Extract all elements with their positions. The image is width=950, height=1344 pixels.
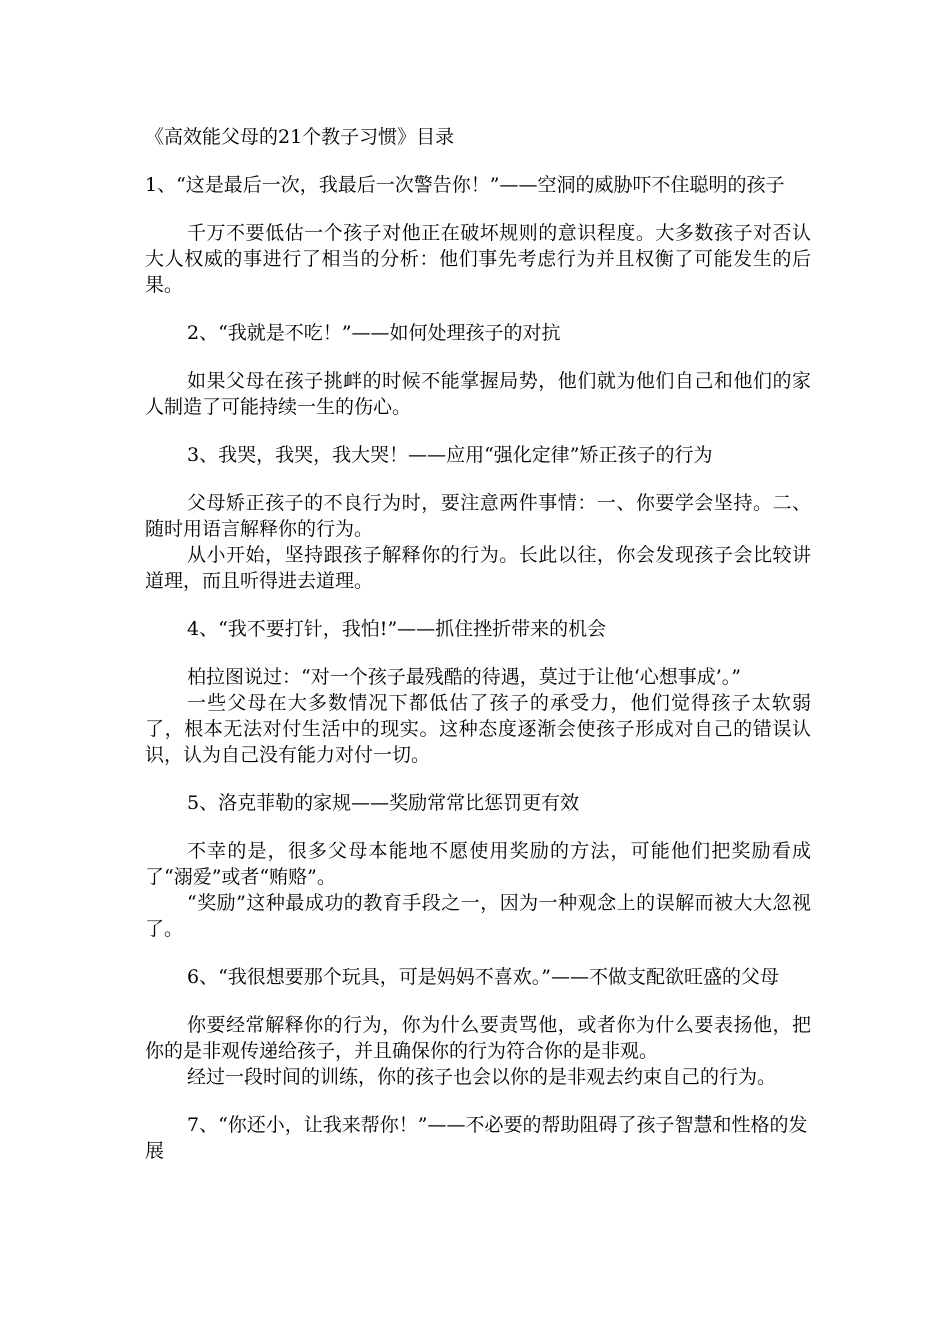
section-4-paragraph-2: 一些父母在大多数情况下都低估了孩子的承受力，他们觉得孩子太软弱了，根本无法对付生活中的现实。这种态度逐渐会使孩子形成对自己的错误认识，认为自己没有能力对付一切。 xyxy=(145,692,811,766)
document-page xyxy=(145,124,811,1186)
section-heading-5: 5、洛克菲勒的家规——奖励常常比惩罚更有效 xyxy=(187,792,580,814)
section-body-3 xyxy=(145,490,811,594)
section-heading-7: 7、“你还小，让我来帮你！”——不必要的帮助阻碍了孩子智慧和性格的发展 xyxy=(145,1114,808,1162)
section-heading-4: 4、“我不要打针，我怕!”——抓住挫折带来的机会 xyxy=(187,618,607,640)
section-heading-2: 2、“我就是不吃！”——如何处理孩子的对抗 xyxy=(187,322,561,344)
section-heading-3: 3、我哭，我哭，我大哭！——应用“强化定律”矫正孩子的行为 xyxy=(187,444,713,466)
section-5-paragraph-2: “奖励”这种最成功的教育手段之一，因为一种观念上的误解而被大大忽视了。 xyxy=(145,892,811,940)
section-body-5 xyxy=(145,838,811,942)
section-heading-6: 6、“我很想要那个玩具，可是妈妈不喜欢。”——不做支配欲旺盛的父母 xyxy=(187,966,780,988)
section-3-paragraph-2: 从小开始，坚持跟孩子解释你的行为。长此以往，你会发现孩子会比较讲道理，而且听得进去道理。 xyxy=(145,544,811,592)
section-3-paragraph-1: 父母矫正孩子的不良行为时，要注意两件事情：一、你要学会坚持。二、随时用语言解释你的行为。 xyxy=(145,492,811,540)
section-2-paragraph: 如果父母在孩子挑衅的时候不能掌握局势，他们就为他们自己和他们的家人制造了可能持续一生的伤心。 xyxy=(145,370,811,418)
section-4-paragraph-1: 柏拉图说过：“对一个孩子最残酷的待遇，莫过于让他‘心想事成’。” xyxy=(187,666,742,688)
section-body-2 xyxy=(145,368,811,420)
section-5-paragraph-1: 不幸的是，很多父母本能地不愿使用奖励的方法，可能他们把奖励看成了“溺爱”或者“贿赂”。 xyxy=(145,840,811,888)
section-body-4 xyxy=(145,664,811,768)
section-body-6 xyxy=(145,1012,811,1090)
section-1-paragraph: 千万不要低估一个孩子对他正在破坏规则的意识程度。大多数孩子对否认大人权威的事进行了相当的分析：他们事先考虑行为并且权衡了可能发生的后果。 xyxy=(145,222,811,296)
section-6-paragraph-1: 你要经常解释你的行为，你为什么要责骂他，或者你为什么要表扬他，把你的是非观传递给孩子，并且确保你的行为符合你的是非观。 xyxy=(145,1014,811,1062)
document-title: 《高效能父母的21个教子习惯》目录 xyxy=(145,126,455,148)
section-6-paragraph-2: 经过一段时间的训练，你的孩子也会以你的是非观去约束自己的行为。 xyxy=(187,1066,777,1088)
section-heading-1: 1、“这是最后一次，我最后一次警告你！”——空洞的威胁吓不住聪明的孩子 xyxy=(145,174,785,196)
section-body-1 xyxy=(145,220,811,298)
